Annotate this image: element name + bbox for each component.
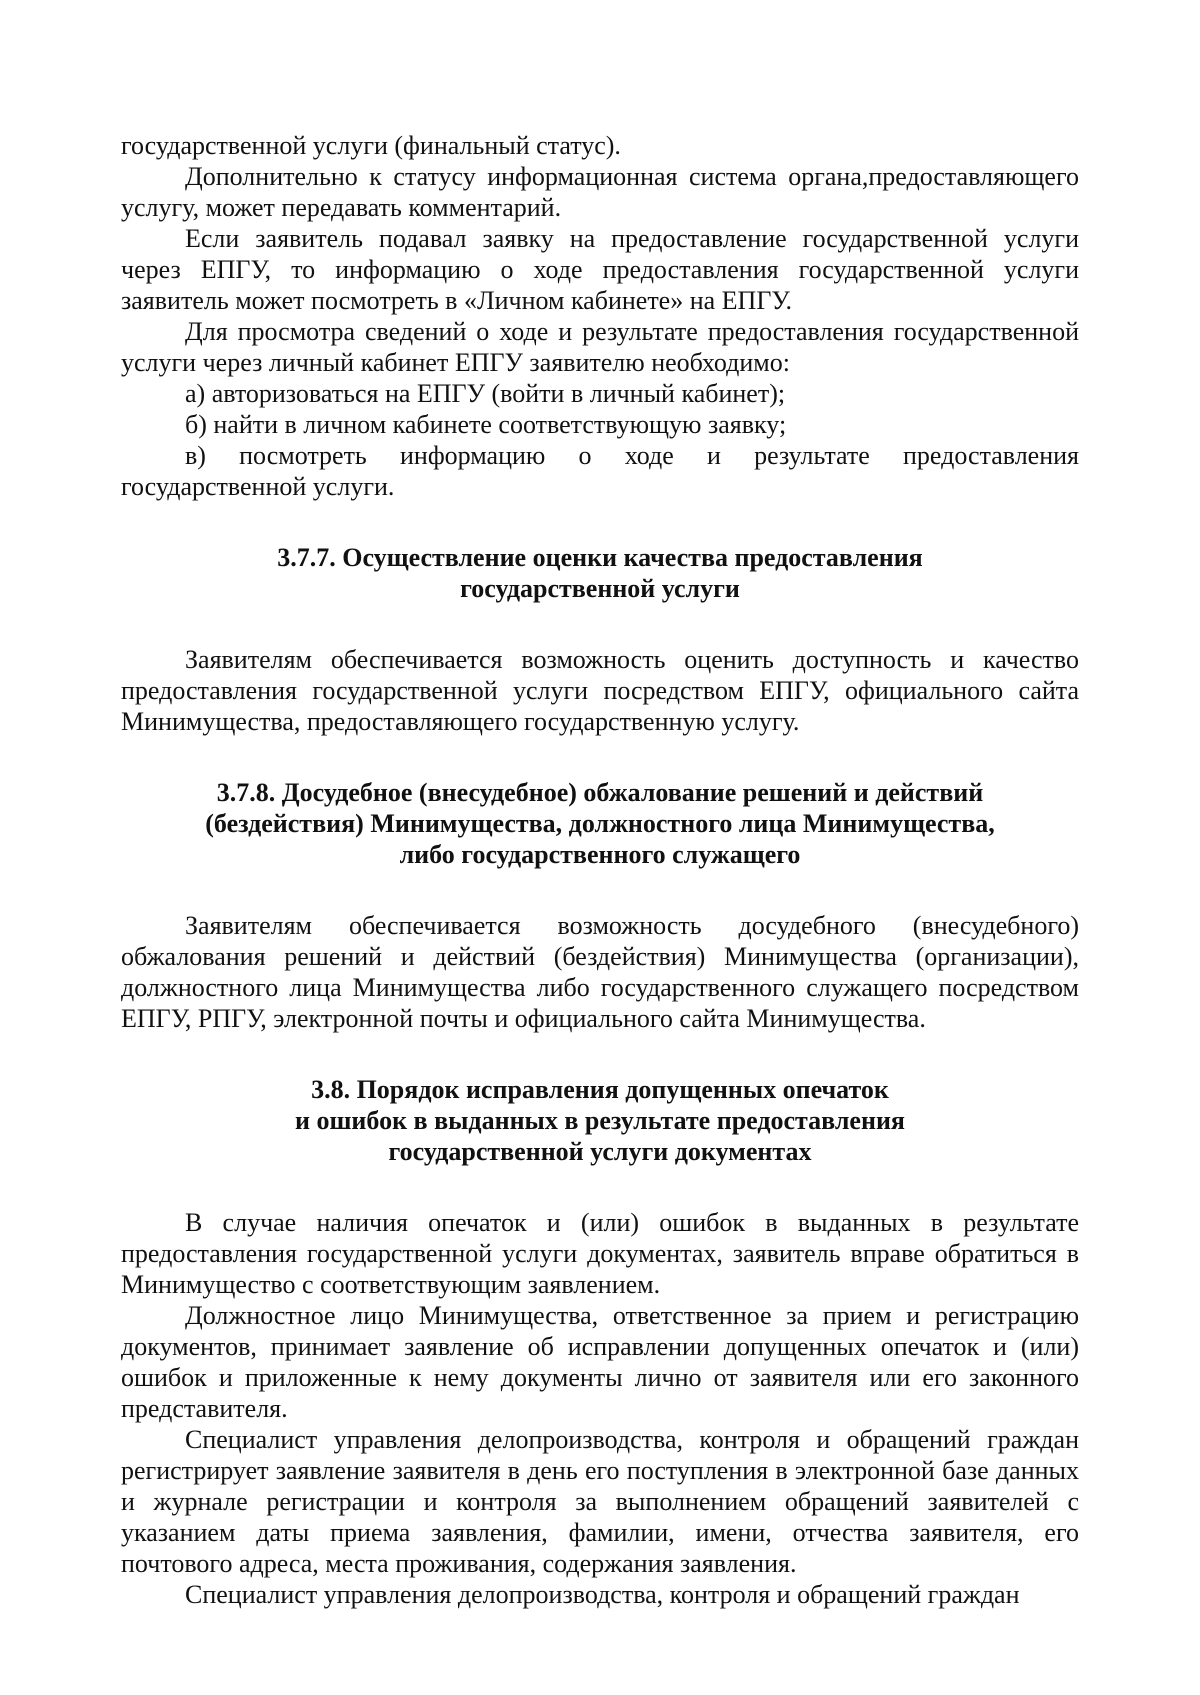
heading-line: 3.8. Порядок исправления допущенных опечаток (311, 1075, 889, 1104)
list-item-b: б) найти в личном кабинете соответствующую заявку; (185, 410, 787, 439)
paragraph-continued: государственной услуги (финальный статус). (121, 131, 621, 160)
paragraph-specialist-continued: Специалист управления делопроизводства, контроля и обращений граждан (185, 1580, 1020, 1609)
paragraph-pretrial-appeal: Заявителям обеспечивается возможность досудебного (внесудебного) обжалования решений и действий (бездействия) Минимущества (организации), должностного лица Минимущества либо государственного служащего посредством ЕПГУ, РПГУ, электронной почты и официального сайта Минимущества. (121, 911, 1079, 1033)
paragraph-view-progress: Для просмотра сведений о ходе и результате предоставления государственной услуги через личный кабинет ЕПГУ заявителю необходимо: (121, 317, 1079, 377)
paragraph-epgu-cabinet: Если заявитель подавал заявку на предоставление государственной услуги через ЕПГУ, то информацию о ходе предоставления государственной услуги заявитель может посмотреть в «Личном кабинете» на ЕПГУ. (121, 224, 1079, 315)
list-item-a: а) авторизоваться на ЕПГУ (войти в личный кабинет); (185, 379, 786, 408)
section-heading-3-7-7 (121, 542, 1079, 604)
heading-line: либо государственного служащего (399, 840, 801, 869)
paragraph-quality-assessment: Заявителям обеспечивается возможность оценить доступность и качество предоставления государственной услуги посредством ЕПГУ, официального сайта Минимущества, предоставляющего государственную услугу. (121, 645, 1079, 736)
section-heading-3-8 (121, 1074, 1079, 1167)
paragraph-typos-errors: В случае наличия опечаток и (или) ошибок в выданных в результате предоставления государственной услуги документах, заявитель вправе обратиться в Минимущество с соответствующим заявлением. (121, 1208, 1079, 1299)
heading-line: государственной услуги документах (388, 1137, 812, 1166)
heading-line: 3.7.7. Осуществление оценки качества предоставления (277, 543, 923, 572)
list-item-c: в) посмотреть информацию о ходе и результате предоставления государственной услуги. (121, 441, 1079, 501)
heading-line: и ошибок в выданных в результате предоставления (295, 1106, 905, 1135)
paragraph-status-comment: Дополнительно к статусу информационная система органа,предоставляющего услугу, может передавать комментарий. (121, 162, 1079, 222)
heading-line: (бездействия) Минимущества, должностного лица Минимущества, (205, 809, 995, 838)
section-heading-3-7-8 (121, 777, 1079, 870)
document-body (121, 130, 1079, 1610)
paragraph-specialist-registers: Специалист управления делопроизводства, контроля и обращений граждан регистрирует заявление заявителя в день его поступления в электронной базе данных и журнале регистрации и контроля за выполнением обращений заявителей с указанием даты приема заявления, фамилии, имени, отчества заявителя, его почтового адреса, места проживания, содержания заявления. (121, 1425, 1079, 1578)
paragraph-official-accepts: Должностное лицо Минимущества, ответственное за прием и регистрацию документов, принимает заявление об исправлении допущенных опечаток и (или) ошибок и приложенные к нему документы лично от заявителя или его законного представителя. (121, 1301, 1079, 1423)
heading-line: государственной услуги (460, 574, 740, 603)
heading-line: 3.7.8. Досудебное (внесудебное) обжалование решений и действий (216, 778, 984, 807)
